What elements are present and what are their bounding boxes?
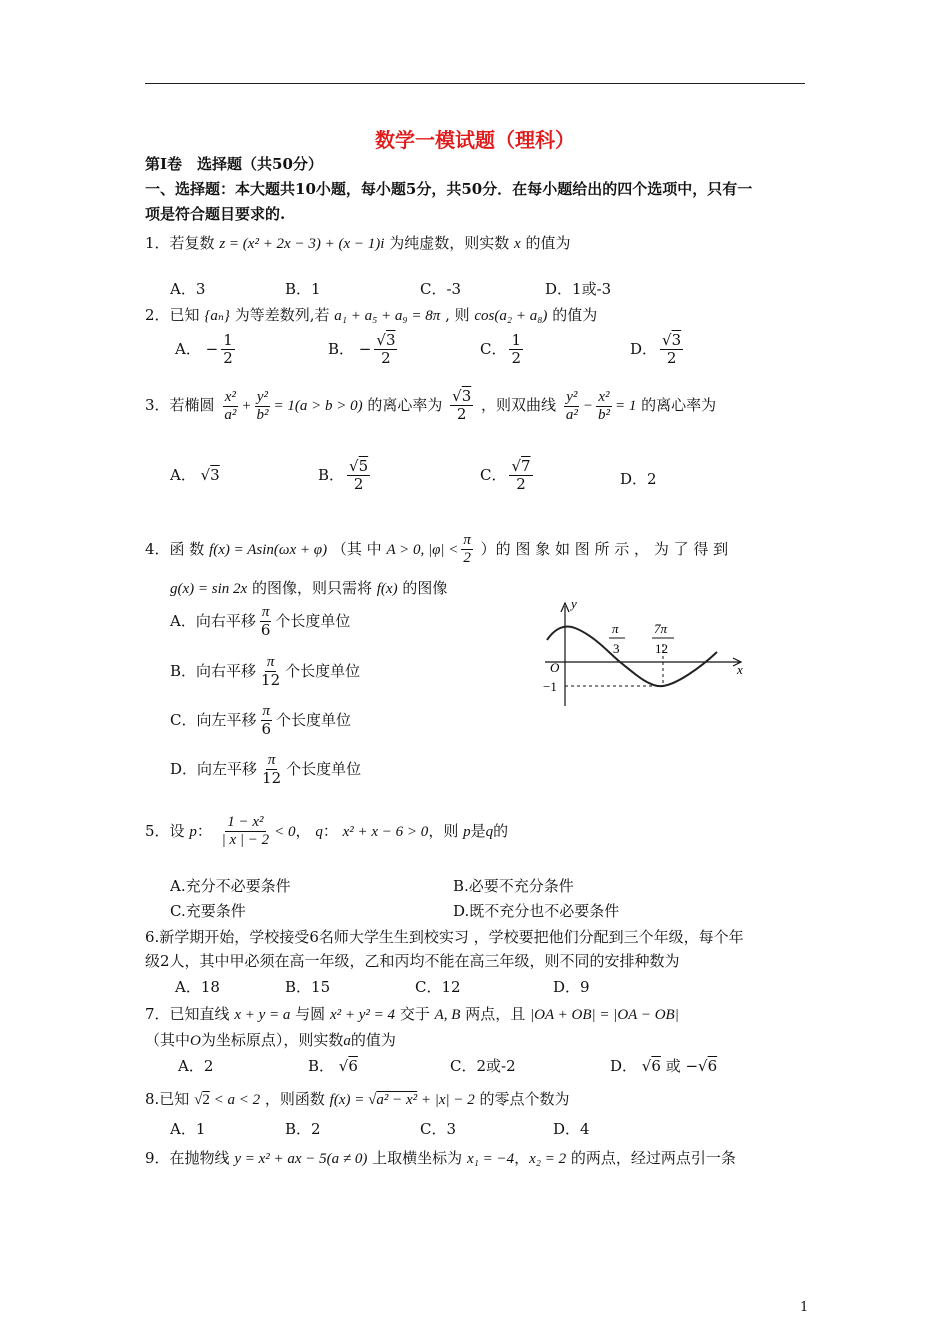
q2-option-c: C． $\frac{1}{2}$: [480, 331, 522, 368]
question-6-line-2: 级2人，其中甲必须在高一年级，乙和丙均不能在高三年级，则不同的安排种数为: [145, 952, 680, 970]
q4-option-b: B．向右平移 $\frac{\pi}{12}$ 个长度单位: [170, 654, 361, 690]
header-rule: [145, 83, 805, 84]
q1-option-a: A．3: [170, 280, 206, 298]
tick1-numerator: π: [612, 621, 619, 636]
graph-origin-label: O: [550, 660, 560, 675]
q2-option-b: B． − $\frac{√3}{2}$: [328, 331, 396, 368]
q6-option-d: D．9: [553, 978, 590, 996]
y-tick-minus-one: −1: [543, 679, 557, 694]
instructions-line-1: 一、选择题：本大题共10小题，每小题5分，共50分．在每小题给出的四个选项中，只有一: [145, 180, 753, 198]
q6-option-a: A．18: [175, 978, 220, 996]
q1-option-d: D．1或-3: [545, 280, 612, 298]
q1-option-b: B．1: [285, 280, 321, 298]
question-5-stem: 5．设 p： $\frac{\text{1 − x²}}{| x | - 2}$ < 0， q： x² + x − 6 > 0，则 p是q的: [145, 814, 509, 849]
question-7-line-2: （其中O为坐标原点），则实数a的值为: [145, 1031, 396, 1049]
question-2-stem: 2．已知 {aₙ} 为等差数列,若 a₁ + a₅ + a₉ = 8π , 则 cos(a₂ + a₈) 的值为: [145, 306, 598, 324]
question-1-stem: 1．若复数 z = (x² + 2x − 3) + (x − 1)i 为纯虚数，则实数 x 的值为: [145, 234, 571, 252]
question-6-line-1: 6.新学期开始，学校接受6名师大学生生到校实习 ，学校要把他们分配到三个年级，每个年: [145, 928, 744, 946]
page-title: 数学一模试题（理科）: [375, 128, 575, 152]
q2-option-a: A． − $\frac{1}{2}$: [175, 331, 233, 368]
q5-option-c: C.充要条件: [170, 902, 246, 920]
q4-option-c: C．向左平移 $\frac{\pi}{6}$ 个长度单位: [170, 703, 352, 739]
q3-option-c: C． $\frac{√7}{2}$: [480, 457, 531, 494]
q1-expression: z = (x² + 2x − 3) + (x − 1)i: [219, 236, 385, 252]
q7-option-a: A．2: [178, 1057, 214, 1075]
tick2-numerator: 7π: [654, 621, 668, 636]
instructions-line-2: 项是符合题目要求的.: [145, 205, 286, 223]
q3-option-a: A． √3: [170, 466, 220, 484]
q7-option-d: D． √6 或 −√6: [610, 1057, 718, 1075]
q4-option-d: D．向左平移 $\frac{\pi}{12}$ 个长度单位: [170, 752, 362, 788]
q8-option-c: C．3: [420, 1120, 457, 1138]
sine-curve: [547, 627, 717, 687]
tick1-denominator: 3: [613, 641, 620, 656]
question-9-stem: 9．在抛物线 y = x² + ax − 5(a ≠ 0) 上取横坐标为 x₁ = −4，x₂ = 2 的两点，经过两点引一条: [145, 1149, 736, 1167]
q6-option-c: C．12: [415, 978, 461, 996]
q6-option-b: B．15: [285, 978, 331, 996]
q4-option-a: A．向右平移 $\frac{\pi}{6}$ 个长度单位: [170, 604, 351, 640]
q7-option-c: C．2或-2: [450, 1057, 516, 1075]
q5-option-b: B.必要不充分条件: [453, 877, 574, 895]
q2-option-d: D． $\frac{√3}{2}$: [630, 331, 682, 368]
graph-y-label: y: [571, 598, 577, 611]
q3-option-d: D．2: [620, 470, 657, 488]
section-heading: 第Ⅰ卷 选择题（共50分）: [145, 155, 323, 173]
question-7-stem: 7．已知直线 x + y = a 与圆 x² + y² = 4 交于 A, B 两点，且 |OA + OB| = |OA − OB|: [145, 1005, 679, 1023]
q3-option-b: B． $\frac{√5}{2}$: [318, 457, 369, 494]
q8-option-a: A．1: [170, 1120, 206, 1138]
graph-x-label: x: [737, 662, 743, 677]
q4-function-graph: [535, 598, 750, 708]
q8-option-b: B．2: [285, 1120, 321, 1138]
tick2-denominator: 12: [655, 641, 668, 656]
question-3-stem: 3．若椭圆 $\frac{\text{x²}}{\text{a²}}$ + $\frac{\text{y²}}{\text{b²}}$ = 1(a > b > 0) 的离心率为 $\frac{√3}{2}$ ，则双曲线 $\frac{\text{y²}}{\text{a²}}$ − $\frac{\text{x²}}{\text{b²}}$ = 1 的离心率为: [145, 387, 717, 424]
question-4-stem: 4．函 数 f(x) = Asin(ωx + φ) （其 中 A > 0, |φ| < $\frac{\pi}{2}$ ）的 图 象 如 图 所 示 ， 为 了 得 到: [145, 532, 729, 567]
q8-option-d: D．4: [553, 1120, 590, 1138]
q5-option-d: D.既不充分也不必要条件: [453, 902, 620, 920]
page-number: 1: [800, 1300, 809, 1315]
q7-option-b: B． √6: [308, 1057, 358, 1075]
question-4-line-2: g(x) = sin 2x 的图像，则只需将 f(x) 的图像: [170, 579, 448, 597]
q5-option-a: A.充分不必要条件: [170, 877, 291, 895]
q1-option-c: C．-3: [420, 280, 462, 298]
question-8-stem: 8.已知 √2 < a < 2 ，则函数 f(x) = √a² − x² + |x| − 2 的零点个数为: [145, 1090, 570, 1108]
